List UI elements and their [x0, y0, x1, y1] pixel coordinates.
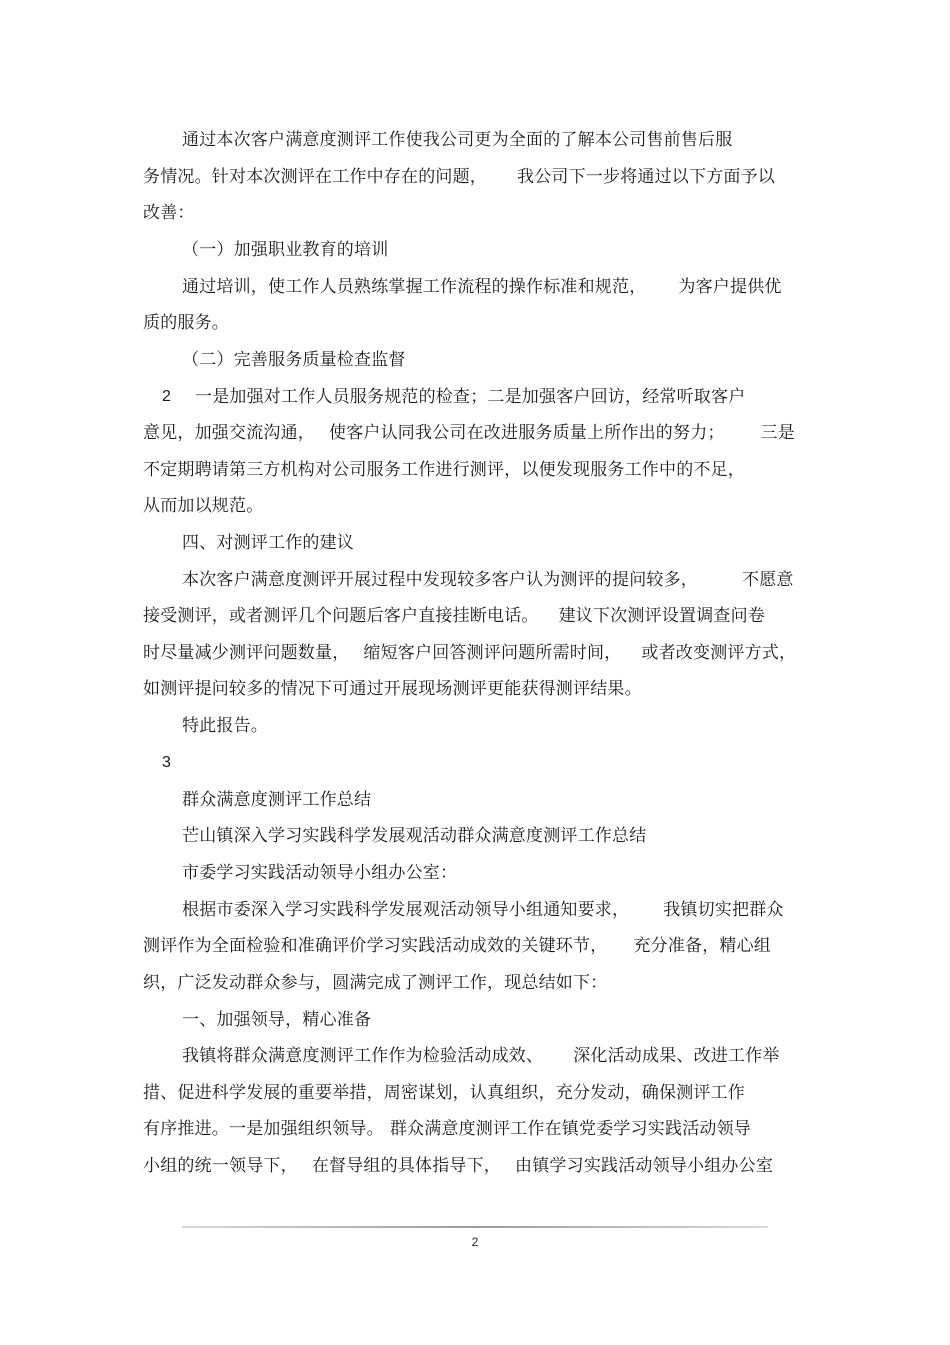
footer-divider [182, 1226, 768, 1228]
paragraph-line: 织，广泛发动群众参与，圆满完成了测评工作，现总结如下： [143, 973, 608, 993]
paragraph-line: 时尽量减少测评问题数量， 缩短客户回答测评问题所需时间， 或者改变测评方式， [143, 643, 797, 663]
section-heading: 四、对测评工作的建议 [182, 533, 354, 553]
paragraph-line: 从而加以规范。 [143, 496, 264, 516]
paragraph-line: 不定期聘请第三方机构对公司服务工作进行测评，以便发现服务工作中的不足， [143, 460, 745, 480]
paragraph-line: 意见，加强交流沟通， 使客户认同我公司在改进服务质量上所作出的努力； 三是 [143, 423, 796, 443]
paragraph-line: 通过本次客户满意度测评工作使我公司更为全面的了解本公司售前售后服 [182, 130, 733, 150]
section-heading: 一、加强领导，精心准备 [182, 1010, 372, 1030]
paragraph-line: 通过培训，使工作人员熟练掌握工作流程的操作标准和规范， 为客户提供优 [182, 277, 782, 297]
paragraph-line: 务情况。针对本次测评在工作中存在的问题， 我公司下一步将通过以下方面予以 [143, 167, 775, 187]
paragraph-line: 小组的统一领导下， 在督导组的具体指导下， 由镇学习实践活动领导小组办公室 [143, 1156, 774, 1176]
paragraph-line: 测评作为全面检验和准确评价学习实践活动成效的关键环节， 充分准备，精心组 [143, 936, 772, 956]
paragraph-line: 一是加强对工作人员服务规范的检查；二是加强客户回访，经常听取客户 [195, 387, 746, 407]
paragraph-line: 如测评提问较多的情况下可通过开展现场测评更能获得测评结果。 [143, 679, 642, 699]
paragraph-line: 根据市委深入学习实践科学发展观活动领导小组通知要求， 我镇切实把群众 [182, 900, 784, 920]
paragraph-line: 接受测评，或者测评几个问题后客户直接挂断电话。 建议下次测评设置调查问卷 [143, 606, 766, 626]
section-number: 3 [162, 754, 172, 771]
section-heading: （二）完善服务质量检查监督 [182, 350, 406, 370]
paragraph-line: 措、促进科学发展的重要举措，周密谋划，认真组织，充分发动，确保测评工作 [143, 1083, 745, 1103]
document-title: 群众满意度测评工作总结 [182, 790, 372, 810]
document-subtitle: 芒山镇深入学习实践科学发展观活动群众满意度测评工作总结 [182, 826, 647, 846]
paragraph-line: 我镇将群众满意度测评工作作为检验活动成效、 深化活动成果、改进工作举 [182, 1046, 780, 1066]
section-heading: （一）加强职业教育的培训 [182, 240, 389, 260]
page-number: 2 [471, 1235, 479, 1249]
paragraph-line: 本次客户满意度测评开展过程中发现较多客户认为测评的提问较多， 不愿意 [182, 570, 794, 590]
paragraph-line: 改善： [143, 203, 195, 223]
paragraph-line: 质的服务。 [143, 313, 229, 333]
closing-remark: 特此报告。 [182, 716, 268, 736]
paragraph-line: 有序推进。一是加强组织领导。 群众满意度测评工作在镇党委学习实践活动领导 [143, 1119, 752, 1139]
salutation: 市委学习实践活动领导小组办公室： [182, 863, 458, 883]
list-number: 2 [162, 388, 172, 405]
